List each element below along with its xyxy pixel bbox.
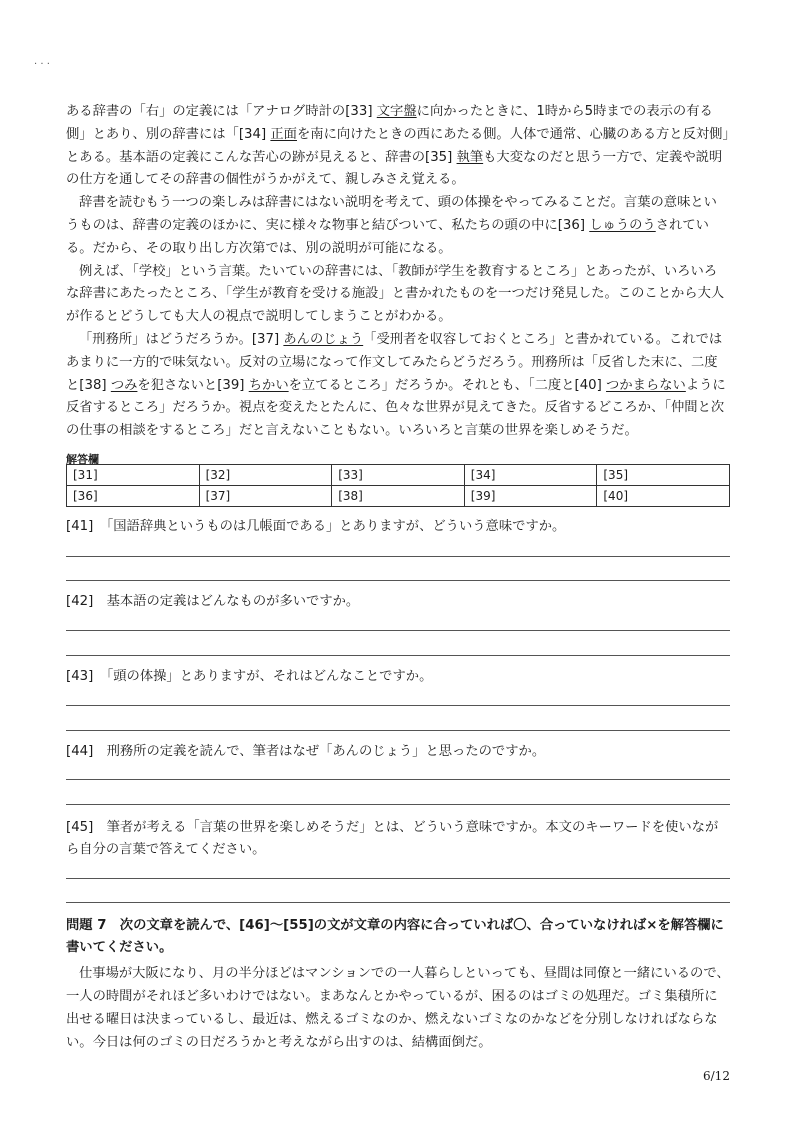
question-45: [45] 筆者が考える「言葉の世界を楽しめそうだ」とは、どういう意味ですか。本文のキーワードを使いながら自分の言葉で答えてください。: [66, 820, 719, 857]
answer-line[interactable]: [66, 556, 730, 557]
reading-passage: [66, 101, 730, 443]
answer-line[interactable]: [66, 779, 730, 780]
answer-cell[interactable]: [36]: [67, 486, 200, 507]
paragraph-1: ある辞書の「右」の定義には「アナログ時計の[33] 文字盤に向かったときに、1時から5時までの表示の有る側」とあり、別の辞書には「[34] 正面を南に向けたときの西にあたる側。人体で通常、心臓のある方と反対側」とある。基本語の定義にこんな苦心の跡が見えると、辞書の[35] 執筆も大変なのだと思う一方で、定義や説明の仕方を通してその辞書の個性がうかがえて、親しみさえ覚える。: [66, 104, 730, 188]
answer-cell[interactable]: [31]: [67, 465, 200, 486]
answer-line[interactable]: [66, 878, 730, 879]
paragraph-4: 「刑務所」はどうだろうか。[37] あんのじょう「受刑者を収容しておくところ」と書かれている。これではあまりに一方的で味気ない。反対の立場になって作文してみたらどうだろう。刑務所は「反省した末に、二度と[38] つみを犯さないと[39] ちかいを立てるところ」だろうか。それとも、「二度と[40] つかまらないように反省するところ」だろうか。視点を変えたとたんに、色々な世界が見えてきた。反省するどころか、「仲間と次の仕事の相談をするところ」だと言えないこともない。いろいろと言葉の世界を楽しめそうだ。: [66, 331, 726, 439]
underlined-word-35: 執筆: [456, 149, 484, 165]
underlined-word-39: ちかい: [248, 377, 289, 393]
underlined-word-34: 正面: [270, 126, 297, 142]
answer-row: [67, 465, 730, 486]
underlined-word-33: 文字盤: [376, 104, 417, 119]
answer-line[interactable]: [66, 804, 730, 805]
question-42: [42] 基本語の定義はどんなものが多いですか。: [66, 594, 360, 609]
question-44: [44] 刑務所の定義を読んで、筆者はなぜ「あんのじょう」と思ったのですか。: [66, 744, 546, 759]
answer-line[interactable]: [66, 580, 730, 581]
underlined-word-37: あんのじょう: [283, 331, 364, 347]
answer-cell[interactable]: [34]: [464, 465, 597, 486]
reading-passage-2: [66, 962, 730, 1054]
answer-line[interactable]: [66, 902, 730, 903]
underlined-word-36: しゅうのう: [589, 217, 656, 233]
answer-cell[interactable]: [37]: [199, 486, 332, 507]
answer-line[interactable]: [66, 655, 730, 656]
scan-specks: · · ·: [34, 59, 50, 70]
answer-cell[interactable]: [39]: [464, 486, 597, 507]
answer-cell[interactable]: [33]: [332, 465, 465, 486]
answer-cell[interactable]: [32]: [199, 465, 332, 486]
question-43: [43] 「頭の体操」とありますが、それはどんなことですか。: [66, 669, 433, 684]
question-41: [41] 「国語辞典というものは几帳面である」とありますが、どういう意味ですか。: [66, 519, 566, 534]
answer-cell[interactable]: [38]: [332, 486, 465, 507]
answer-line[interactable]: [66, 705, 730, 706]
paragraph-3: 例えば、「学校」という言葉。たいていの辞書には、「教師が学生を教育するところ」とあったが、いろいろな辞書にあたったところ、「学生が教育を受ける施設」と書かれたものを一つだけ発見した。このことから大人が作るとどうしても大人の視点で説明してしまうことがわかる。: [66, 263, 725, 325]
underlined-word-40: つかまらない: [606, 377, 686, 393]
answer-cell[interactable]: [35]: [597, 465, 730, 486]
paragraph: 仕事場が大阪になり、月の半分ほどはマンションでの一人暮らしといっても、昼間は同僚と一緒にいるので、一人の時間がそれほど多いわけではない。まあなんとかやっているが、困るのはゴミの処理だ。ゴミ集積所に出せる曜日は決まっているし、最近は、燃えるゴミなのか、燃えないゴミなのかなどを分別しなければならない。今日は何のゴミの日だろうかと考えながら出すのは、結構面倒だ。: [66, 966, 730, 1050]
answer-line[interactable]: [66, 730, 730, 731]
answer-cell[interactable]: [40]: [597, 486, 730, 507]
paragraph-2: 辞書を読むもう一つの楽しみは辞書にはない説明を考えて、頭の体操をやってみることだ。言葉の意味というものは、辞書の定義のほかに、実に様々な物事と結びついて、私たちの頭の中に[36] しゅうのうされている。だから、その取り出し方次第では、別の説明が可能になる。: [66, 195, 717, 256]
answer-row: [67, 486, 730, 507]
problem-7-heading: 問題 7 次の文章を読んで、[46]〜[55]の文が文章の内容に合っていれば〇、合っていなければ×を解答欄に書いてください。: [66, 918, 724, 955]
page-number: 6/12: [703, 1069, 730, 1083]
answer-section-label: 解答欄: [66, 453, 99, 466]
underlined-word-38: つみ: [110, 377, 138, 393]
answer-line[interactable]: [66, 630, 730, 631]
answer-grid: [66, 464, 730, 507]
